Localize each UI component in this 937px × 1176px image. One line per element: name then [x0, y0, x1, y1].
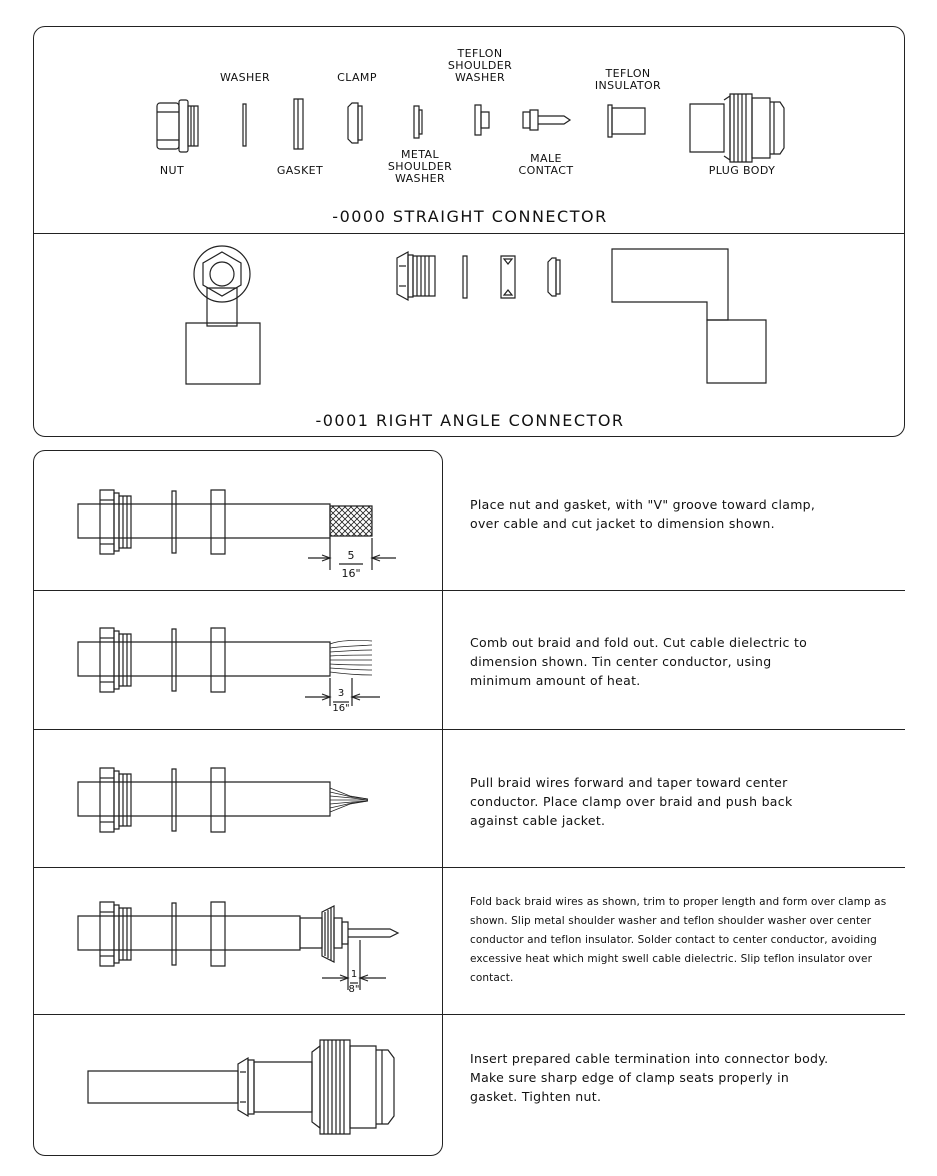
label-washer: WASHER [219, 71, 271, 84]
step-4-dimension-numerator: 1 [350, 969, 358, 980]
step-1-dimension-numerator: 5 [347, 549, 355, 562]
label-nut: NUT [159, 164, 185, 177]
straight-connector-title: -0000 STRAIGHT CONNECTOR [332, 207, 608, 226]
label-teflon-insulator: TEFLON INSULATOR [594, 67, 662, 92]
label-male-contact: MALE CONTACT [518, 152, 574, 177]
step-2-drawing [78, 628, 372, 692]
step-3-instructions: Pull braid wires forward and taper toward center conductor. Place clamp over braid and push back against cable jacket. [470, 775, 793, 828]
step-1-dimension-denominator: 16" [341, 567, 361, 580]
label-metal-shoulder-washer: METAL SHOULDER WASHER [387, 148, 453, 185]
step-2-dimension-denominator: 16" [332, 703, 350, 714]
step-5-instructions: Insert prepared cable termination into connector body. Make sure sharp edge of clamp seats properly in gasket. Tighten nut. [470, 1051, 829, 1104]
step-3-drawing [78, 768, 368, 832]
step-1-drawing [78, 490, 372, 554]
label-teflon-shoulder-washer: TEFLON SHOULDER WASHER [447, 47, 513, 84]
step-4-dimension-denominator: 8" [348, 984, 360, 995]
label-plug-body: PLUG BODY [708, 164, 776, 177]
step-4-drawing [78, 902, 398, 966]
label-clamp: CLAMP [337, 71, 377, 84]
right-angle-connector-title: -0001 RIGHT ANGLE CONNECTOR [315, 411, 625, 430]
step-2-dimension-numerator: 3 [337, 688, 345, 699]
step-1-instructions: Place nut and gasket, with "V" groove toward clamp, over cable and cut jacket to dimension shown. [470, 497, 816, 531]
label-gasket: GASKET [276, 164, 324, 177]
step-2-instructions: Comb out braid and fold out. Cut cable dielectric to dimension shown. Tin center conductor, using minimum amount of heat. [470, 635, 808, 688]
step-5-drawing [88, 1040, 394, 1134]
step-4-instructions: Fold back braid wires as shown, trim to proper length and form over clamp as shown. Slip metal shoulder washer and teflon shoulder washer over center conductor and teflon insulator. Solder contact to center conductor, avoiding excessive heat which might swell cable dielectric. Slip teflon insulator over contact. [470, 896, 887, 984]
